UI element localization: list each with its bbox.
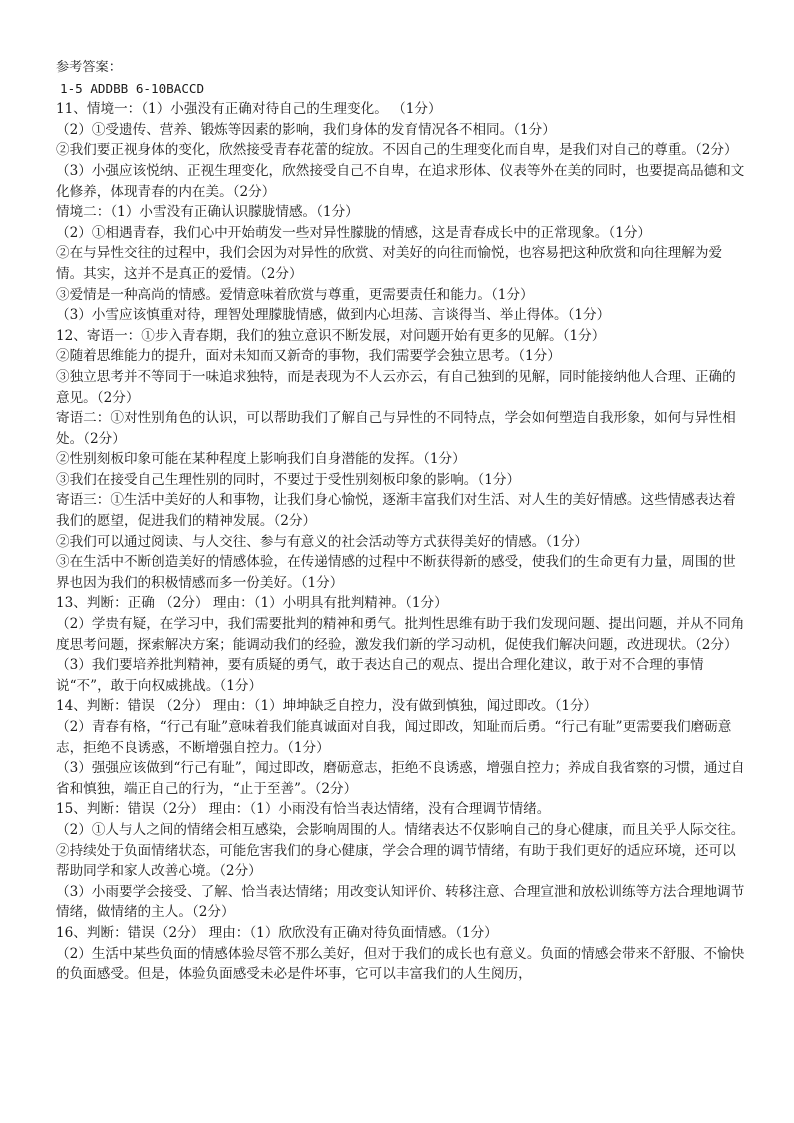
answer-line: ③我们在接受自己生理性别的同时，不要过于受性别刻板印象的影响。（1分） xyxy=(56,471,521,488)
answer-line: ②我们要正视身体的变化，欣然接受青春花蕾的绽放。不因自己的生理变化而自卑，是我们对自己的尊重。（2分） xyxy=(56,142,738,159)
answer-line: 14、判断：错误 （2分） 理由：（1）坤坤缺乏自控力，没有做到慎独，闻过即改。（1分） xyxy=(56,698,598,715)
answer-line: ②随着思维能力的提升，面对未知而又新奇的事物，我们需要学会独立思考。（1分） xyxy=(56,348,561,365)
answer-line: （2）①人与人之间的情绪会相互感染，会影响周围的人。情绪表达不仅影响自己的身心健康，而且关乎人际交往。②持续处于负面情绪状态，可能危害我们的身心健康，学会合理的调节情绪，有助于我们更好的适应环境，还可以帮助同学和家人改善心境。（2分） xyxy=(56,821,745,880)
answer-line: （2）学贵有疑，在学习中，我们需要批判的精神和勇气。批判性思维有助于我们发现问题、提出问题，并从不同角度思考问题，探索解决方案；能调动我们的经验，激发我们新的学习动机，促使我们解决问题，改进现状。（2分） xyxy=(56,616,745,653)
answer-line: 12、寄语一：①步入青春期，我们的独立意识不断发展，对问题开始有更多的见解。（1分） xyxy=(56,327,606,344)
answer-key-heading: 参考答案： xyxy=(56,60,122,75)
answer-line: （2）①相遇青春，我们心中开始萌发一些对异性朦胧的情感，这是青春成长中的正常现象。（1分） xyxy=(56,224,652,241)
answer-line: ③独立思考并不等同于一味追求独特，而是表现为不人云亦云，有自己独到的见解，同时能接纳他人合理、正确的意见。（2分） xyxy=(56,368,736,406)
answer-line: （3）小雨要学会接受、了解、恰当表达情绪；用改变认知评价、转移注意、合理宣泄和放松训练等方法合理地调节情绪，做情绪的主人。（2分） xyxy=(56,883,745,921)
answer-line: （3）强强应该做到“行己有耻”，闻过即改，磨砺意志，拒绝不良诱惑，增强自控力；养成自我省察的习惯，通过自省和慎独，端正自己的行为，“止于至善”。（2分） xyxy=(56,760,745,797)
answer-line: （2）青春有格，“行己有耻”意味着我们能真诚面对自我，闻过即改，知耻而后勇。“行己有耻”更需要我们磨砺意志，拒绝不良诱惑，不断增强自控力。（1分） xyxy=(56,719,732,756)
answer-line: 情境二：（1）小雪没有正确认识朦胧情感。（1分） xyxy=(56,204,359,221)
answer-line: 11、情境一：（1）小强没有正确对待自己的生理变化。 （1分） xyxy=(56,101,442,118)
answer-line: （2）生活中某些负面的情感体验尽管不那么美好，但对于我们的成长也有意义。负面的情感会带来不舒服、不愉快的负面感受。但是，体验负面感受未必是件坏事，它可以丰富我们的人生阅历， xyxy=(56,945,745,983)
answer-line: ②性别刻板印象可能在某种程度上影响我们自身潜能的发挥。（1分） xyxy=(56,451,466,468)
answer-line: （3）我们要培养批判精神，要有质疑的勇气，敢于表达自己的观点、提出合理化建议，敢于对不合理的事情说“不”，敢于向权威挑战。（1分） xyxy=(56,657,704,694)
answer-line: （2）①受遗传、营养、锻炼等因素的影响，我们身体的发育情况各不相同。（1分） xyxy=(56,121,556,138)
answer-line: ②在与异性交往的过程中，我们会因为对异性的欣赏、对美好的向往而愉悦，也容易把这种欣赏和向往理解为爱情。其实，这并不是真正的爱情。（2分） xyxy=(56,245,723,282)
answer-line: ③爱情是一种高尚的情感。爱情意味着欣赏与尊重，更需要责任和能力。（1分） xyxy=(56,286,534,303)
answer-line: ③在生活中不断创造美好的情感体验，在传递情感的过程中不断获得新的感受，使我们的生命更有力量，周围的世界也因为我们的积极情感而多一份美好。（1分） xyxy=(56,554,736,591)
answer-line: （3）小强应该悦纳、正视生理变化，欣然接受自己不自卑，在追求形体、仪表等外在美的同时，也要提高品德和文化修养，体现青春的内在美。（2分） xyxy=(56,162,745,200)
answer-line: ②我们可以通过阅读、与人交往、参与有意义的社会活动等方式获得美好的情感。（1分） xyxy=(56,533,589,550)
answer-line: （3）小雪应该慎重对待，理智处理朦胧情感，做到内心坦荡、言谈得当、举止得体。（1分） xyxy=(56,307,611,324)
answer-line: 15、判断：错误（2分） 理由：（1）小雨没有恰当表达情绪，没有合理调节情绪。 xyxy=(56,801,551,818)
answer-line: 寄语二：①对性别角色的认识，可以帮助我们了解自己与异性的不同特点，学会如何塑造自我形象，如何与异性相处。（2分） xyxy=(56,410,736,447)
answer-line: 寄语三：①生活中美好的人和事物，让我们身心愉悦，逐渐丰富我们对生活、对人生的美好情感。这些情感表达着我们的愿望，促进我们的精神发展。（2分） xyxy=(56,492,736,530)
answer-key-content xyxy=(56,58,746,985)
answer-line: 16、判断：错误（2分） 理由：（1）欣欣没有正确对待负面情感。（1分） xyxy=(56,924,498,941)
choice-answers: 1-5 ADDBB 6-10BACCD xyxy=(60,80,205,96)
answer-line: 13、判断：正确 （2分） 理由：（1）小明具有批判精神。（1分） xyxy=(56,595,448,612)
